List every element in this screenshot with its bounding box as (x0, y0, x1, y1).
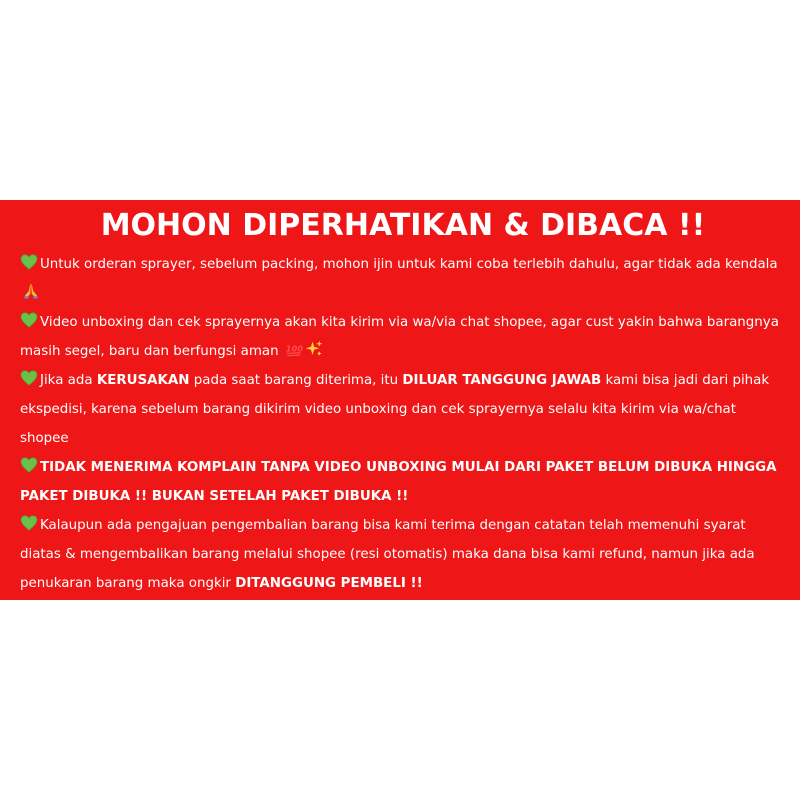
note-text-pre: Kalaupun ada pengajuan pengembalian barang bisa kami terima dengan catatan telah memenuhi syarat diatas & mengembalikan barang melalui shopee (resi otomatis) maka dana bisa kami refund, namun jika ada penukaran barang maka ongkir (20, 518, 755, 591)
note-emphasis-buyer: DITANGGUNG PEMBELI !! (235, 576, 423, 591)
notice-list (20, 250, 786, 598)
notice-banner (0, 200, 800, 600)
note-text-pre: Jika ada (40, 373, 97, 388)
note-text: Video unboxing dan cek sprayernya akan kita kirim via wa/via chat shopee, agar cust yakin bahwa barangnya masih segel, baru dan berfungsi aman (20, 315, 779, 359)
note-item-video-unboxing (20, 308, 786, 366)
note-text-post: kami bisa jadi dari pihak ekspedisi, karena sebelum barang dikirim video unboxing dan cek sprayernya selalu kita kirim via wa/chat shopee (20, 373, 770, 446)
note-text-mid: pada saat barang diterima, itu (189, 373, 403, 388)
note-item-sprayer-test (20, 250, 786, 308)
note-item-no-complaint (20, 453, 786, 511)
note-emphasis-damage: KERUSAKAN (96, 373, 190, 388)
green-heart-icon (20, 312, 38, 328)
notice-title: MOHON DIPERHATIKAN & DIBACA !! (100, 208, 706, 243)
hundred-points-icon (285, 340, 303, 358)
green-heart-icon (20, 457, 38, 473)
note-text: Untuk orderan sprayer, sebelum packing, mohon ijin untuk kami coba terlebih dahulu, agar tidak ada kendala (40, 257, 778, 272)
folded-hands-icon (22, 282, 40, 300)
green-heart-icon (20, 254, 38, 270)
note-emphasis-responsibility: DILUAR TANGGUNG JAWAB (402, 373, 602, 388)
green-heart-icon (20, 515, 38, 531)
note-item-refund-policy (20, 511, 786, 598)
note-item-damage-disclaimer (20, 366, 786, 453)
green-heart-icon (20, 370, 38, 386)
note-text: TIDAK MENERIMA KOMPLAIN TANPA VIDEO UNBOXING MULAI DARI PAKET BELUM DIBUKA HINGGA PAKET DIBUKA !! BUKAN SETELAH PAKET DIBUKA !! (20, 460, 777, 504)
svg-text:100: 100 (285, 343, 303, 354)
sparkles-icon (305, 340, 323, 358)
